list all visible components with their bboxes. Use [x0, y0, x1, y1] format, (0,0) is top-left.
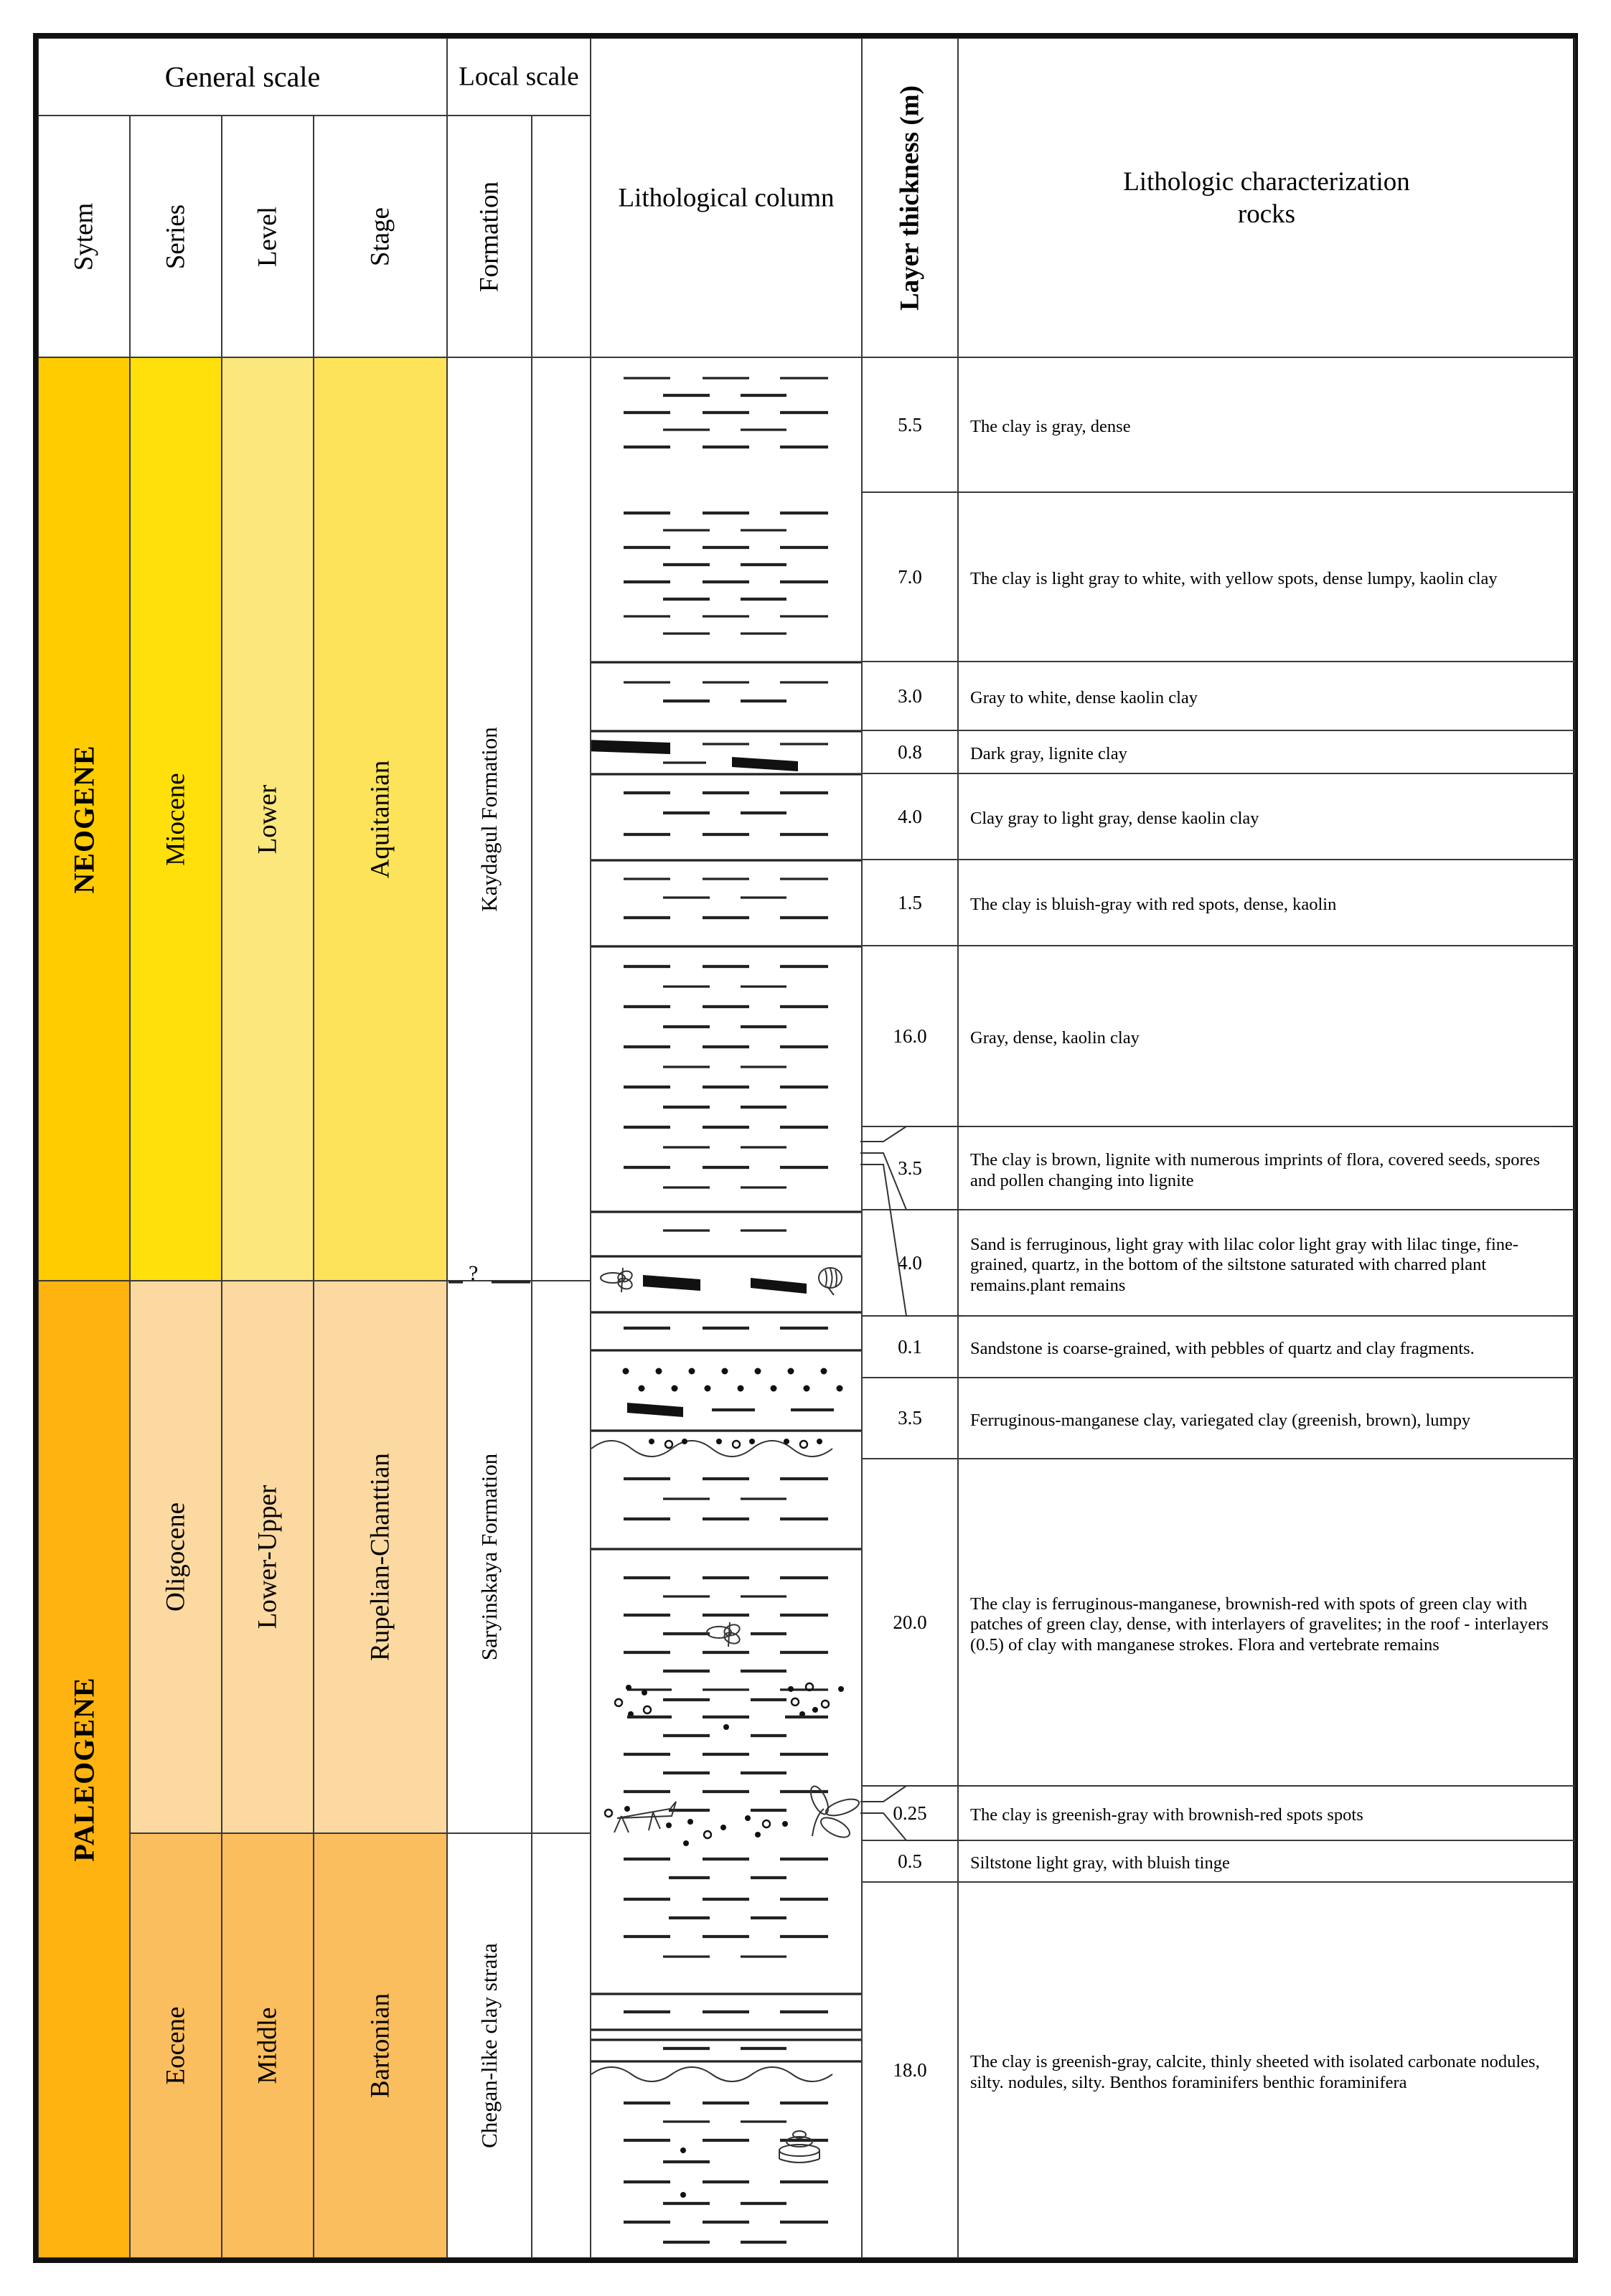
formation-kaydagul — [447, 357, 532, 1281]
header-general-scale — [38, 38, 447, 116]
header-litho-characterization-text: Lithologic characterization rocks — [1123, 166, 1410, 229]
series-oligocene-label: Oligocene — [161, 1502, 191, 1612]
description-cell — [958, 1882, 1575, 2258]
local-scale-blank-eocene — [532, 1833, 591, 2258]
lithology-patterns — [591, 358, 862, 2258]
local-scale-blank-oligocene — [532, 1281, 591, 1833]
description-text: The clay is ferruginous-manganese, brownish-red with spots of green clay with patches of green clay, dense, with interlayers of gravelites; in the roof - interlayers (0.5) of clay with manganese strokes. Flora and vertebrate remains — [970, 1594, 1549, 1655]
thickness-cell — [862, 492, 958, 662]
description-cell — [958, 492, 1575, 662]
clay-dash-pattern-3 — [591, 1479, 862, 1549]
clay-dash-pattern-4 — [591, 2012, 862, 2030]
gravelite-lens-right — [788, 1683, 844, 1717]
header-system-label: Sytem — [69, 202, 99, 270]
series-eocene — [130, 1833, 222, 2258]
thickness-value: 0.8 — [898, 740, 922, 763]
thickness-value: 16.0 — [893, 1025, 927, 1047]
description-text: Dark gray, lignite clay — [970, 744, 1127, 764]
description-text: Ferruginous-manganese clay, variegated clay (greenish, brown), lumpy — [970, 1410, 1471, 1430]
thickness-cell — [862, 946, 958, 1126]
description-text: Sand is ferruginous, light gray with lilac color light gray with lilac tinge, fine-grained, quartz, in the bottom of the siltstone saturated with charred plant remains.plant remains — [970, 1234, 1519, 1295]
level-middle — [222, 1833, 314, 2258]
thickness-value: 1.5 — [898, 891, 922, 913]
system-neogene — [38, 357, 130, 1281]
vertebrate-remains-icon — [605, 1802, 676, 1832]
unconformity-dashes — [447, 1276, 532, 1288]
description-text: The clay is gray, dense — [970, 417, 1131, 437]
local-scale-blank-neogene — [532, 357, 591, 1281]
series-miocene — [130, 357, 222, 1281]
siltstone-pattern — [591, 2040, 862, 2061]
thickness-value: 0.1 — [898, 1335, 922, 1358]
thickness-cell — [862, 1126, 958, 1210]
description-cell — [958, 662, 1575, 730]
description-text: The clay is light gray to white, with yellow spots, dense lumpy, kaolin clay — [970, 569, 1498, 589]
header-formation — [447, 116, 532, 357]
description-cell — [958, 357, 1575, 492]
level-lower-label: Lower — [253, 784, 283, 854]
unconformity-question-mark: ? — [469, 1261, 479, 1285]
plant-fossil-icon — [601, 1268, 634, 1292]
formation-kaydagul-label: Kaydagul Formation — [476, 726, 502, 912]
header-local-scale-label — [458, 62, 580, 91]
clay-dash-pattern-2 — [591, 793, 862, 1256]
system-paleogene — [38, 1281, 130, 2258]
stage-rupelian-chanttian — [314, 1281, 447, 1833]
description-cell — [958, 1840, 1575, 1882]
stage-bartonian — [314, 1833, 447, 2258]
thickness-cell — [862, 1840, 958, 1882]
series-oligocene — [130, 1281, 222, 1833]
formation-chegan — [447, 1833, 532, 2258]
level-lower — [222, 357, 314, 1281]
thickness-value: 3.0 — [898, 684, 922, 707]
stage-bartonian-label: Bartonian — [365, 1993, 395, 2098]
thickness-cell — [862, 1459, 958, 1786]
thickness-cell — [862, 1786, 958, 1840]
header-local-blank — [532, 116, 591, 357]
stage-aquitanian-label: Aquitanian — [365, 760, 395, 878]
description-text: Clay gray to light gray, dense kaolin clay — [970, 809, 1259, 829]
thickness-cell — [862, 1316, 958, 1378]
thickness-cell — [862, 1882, 958, 2258]
series-miocene-label: Miocene — [161, 772, 191, 866]
wavy-contact-surface — [591, 2067, 832, 2081]
header-litho-column — [591, 38, 862, 357]
thickness-value: 4.0 — [898, 805, 922, 827]
foraminifera-icon — [779, 2131, 819, 2163]
series-eocene-label: Eocene — [161, 2006, 191, 2085]
formation-saryinskaya — [447, 1281, 532, 1833]
header-stage-label: Stage — [365, 207, 395, 266]
thickness-cell — [862, 662, 958, 730]
thickness-value: 18.0 — [893, 2059, 927, 2081]
description-cell — [958, 730, 1575, 773]
description-cell — [958, 1126, 1575, 1210]
thickness-value: 20.0 — [893, 1611, 927, 1633]
header-layer-thickness-label: Layer thickness (m) — [895, 85, 925, 311]
thickness-value: 7.0 — [898, 565, 922, 588]
header-layer-thickness — [862, 38, 958, 357]
thickness-value: 4.0 — [898, 1251, 922, 1274]
sand-lignite-fossil-layer — [591, 1268, 862, 1350]
thickness-value: 0.25 — [893, 1802, 927, 1824]
thickness-cell — [862, 357, 958, 492]
header-system — [38, 116, 130, 357]
table-grid — [38, 38, 1573, 2258]
thickness-cell — [862, 730, 958, 773]
thickness-cell — [862, 1378, 958, 1459]
description-text: The clay is greenish-gray, calcite, thinly sheeted with isolated carbonate nodules, silty. nodules, silty. Benthos foraminifers benthic foraminifera — [970, 2051, 1540, 2092]
level-lower-upper — [222, 1281, 314, 1833]
description-text: Gray to white, dense kaolin clay — [970, 688, 1198, 708]
thickness-value: 3.5 — [898, 1407, 922, 1429]
leaf-fossil-icon-1 — [707, 1622, 741, 1647]
header-local-scale-text: Local scale — [459, 62, 579, 92]
header-series-label: Series — [161, 204, 191, 269]
description-text: The clay is brown, lignite with numerous imprints of flora, covered seeds, spores and pollen changing into lignite — [970, 1149, 1541, 1190]
description-cell — [958, 1786, 1575, 1840]
header-level-label: Level — [253, 206, 283, 267]
description-cell — [958, 773, 1575, 860]
shell-fossil-icon — [819, 1268, 842, 1295]
erosional-unconformity-surface — [591, 1439, 832, 1457]
header-litho-characterization — [958, 38, 1575, 357]
level-lower-upper-label: Lower-Upper — [253, 1485, 283, 1629]
formation-saryinskaya-label: Saryinskaya Formation — [476, 1453, 502, 1661]
description-text: Siltstone light gray, with bluish tinge — [970, 1853, 1230, 1873]
header-litho-characterization-label — [1094, 165, 1439, 230]
clay-gravel-flora-pattern — [591, 1578, 862, 1994]
system-neogene-label: NEOGENE — [67, 744, 100, 894]
thickness-cell — [862, 1210, 958, 1316]
description-cell — [958, 1459, 1575, 1786]
thickness-cell — [862, 860, 958, 946]
sandstone-dot-pattern — [591, 1368, 862, 1431]
description-text: The clay is bluish-gray with red spots, dense, kaolin — [970, 895, 1337, 915]
description-cell — [958, 1316, 1575, 1378]
lithological-column-strip — [591, 357, 862, 2258]
description-cell — [958, 1210, 1575, 1316]
level-middle-label: Middle — [253, 2007, 283, 2084]
header-litho-column-text: Lithological column — [618, 182, 835, 212]
description-text: Sandstone is coarse-grained, with pebbles of quartz and clay fragments. — [970, 1339, 1475, 1359]
system-paleogene-label: PALEOGENE — [67, 1677, 100, 1862]
description-text: The clay is greenish-gray with brownish-red spots spots — [970, 1805, 1363, 1825]
table-frame — [33, 33, 1578, 2263]
thickness-value: 3.5 — [898, 1157, 922, 1179]
description-cell — [958, 1378, 1575, 1459]
formation-chegan-label: Chegan-like clay strata — [476, 1943, 502, 2148]
header-local-scale — [447, 38, 591, 116]
clay-nodule-pattern — [624, 2103, 828, 2258]
stage-aquitanian — [314, 357, 447, 1281]
header-level — [222, 116, 314, 357]
thickness-value: 5.5 — [898, 413, 922, 436]
header-formation-label: Formation — [474, 181, 504, 292]
thickness-value: 0.5 — [898, 1850, 922, 1872]
header-litho-column-label — [608, 183, 845, 212]
stage-rupelian-label: Rupelian-Chanttian — [365, 1453, 395, 1661]
lignite-lens-symbol — [591, 740, 862, 774]
description-cell — [958, 860, 1575, 946]
header-series — [130, 116, 222, 357]
header-general-scale-label: General scale — [164, 60, 321, 93]
description-text: Gray, dense, kaolin clay — [970, 1028, 1140, 1048]
header-stage — [314, 116, 447, 357]
description-cell — [958, 946, 1575, 1126]
clay-dash-pattern — [591, 378, 862, 731]
thickness-cell — [862, 773, 958, 860]
